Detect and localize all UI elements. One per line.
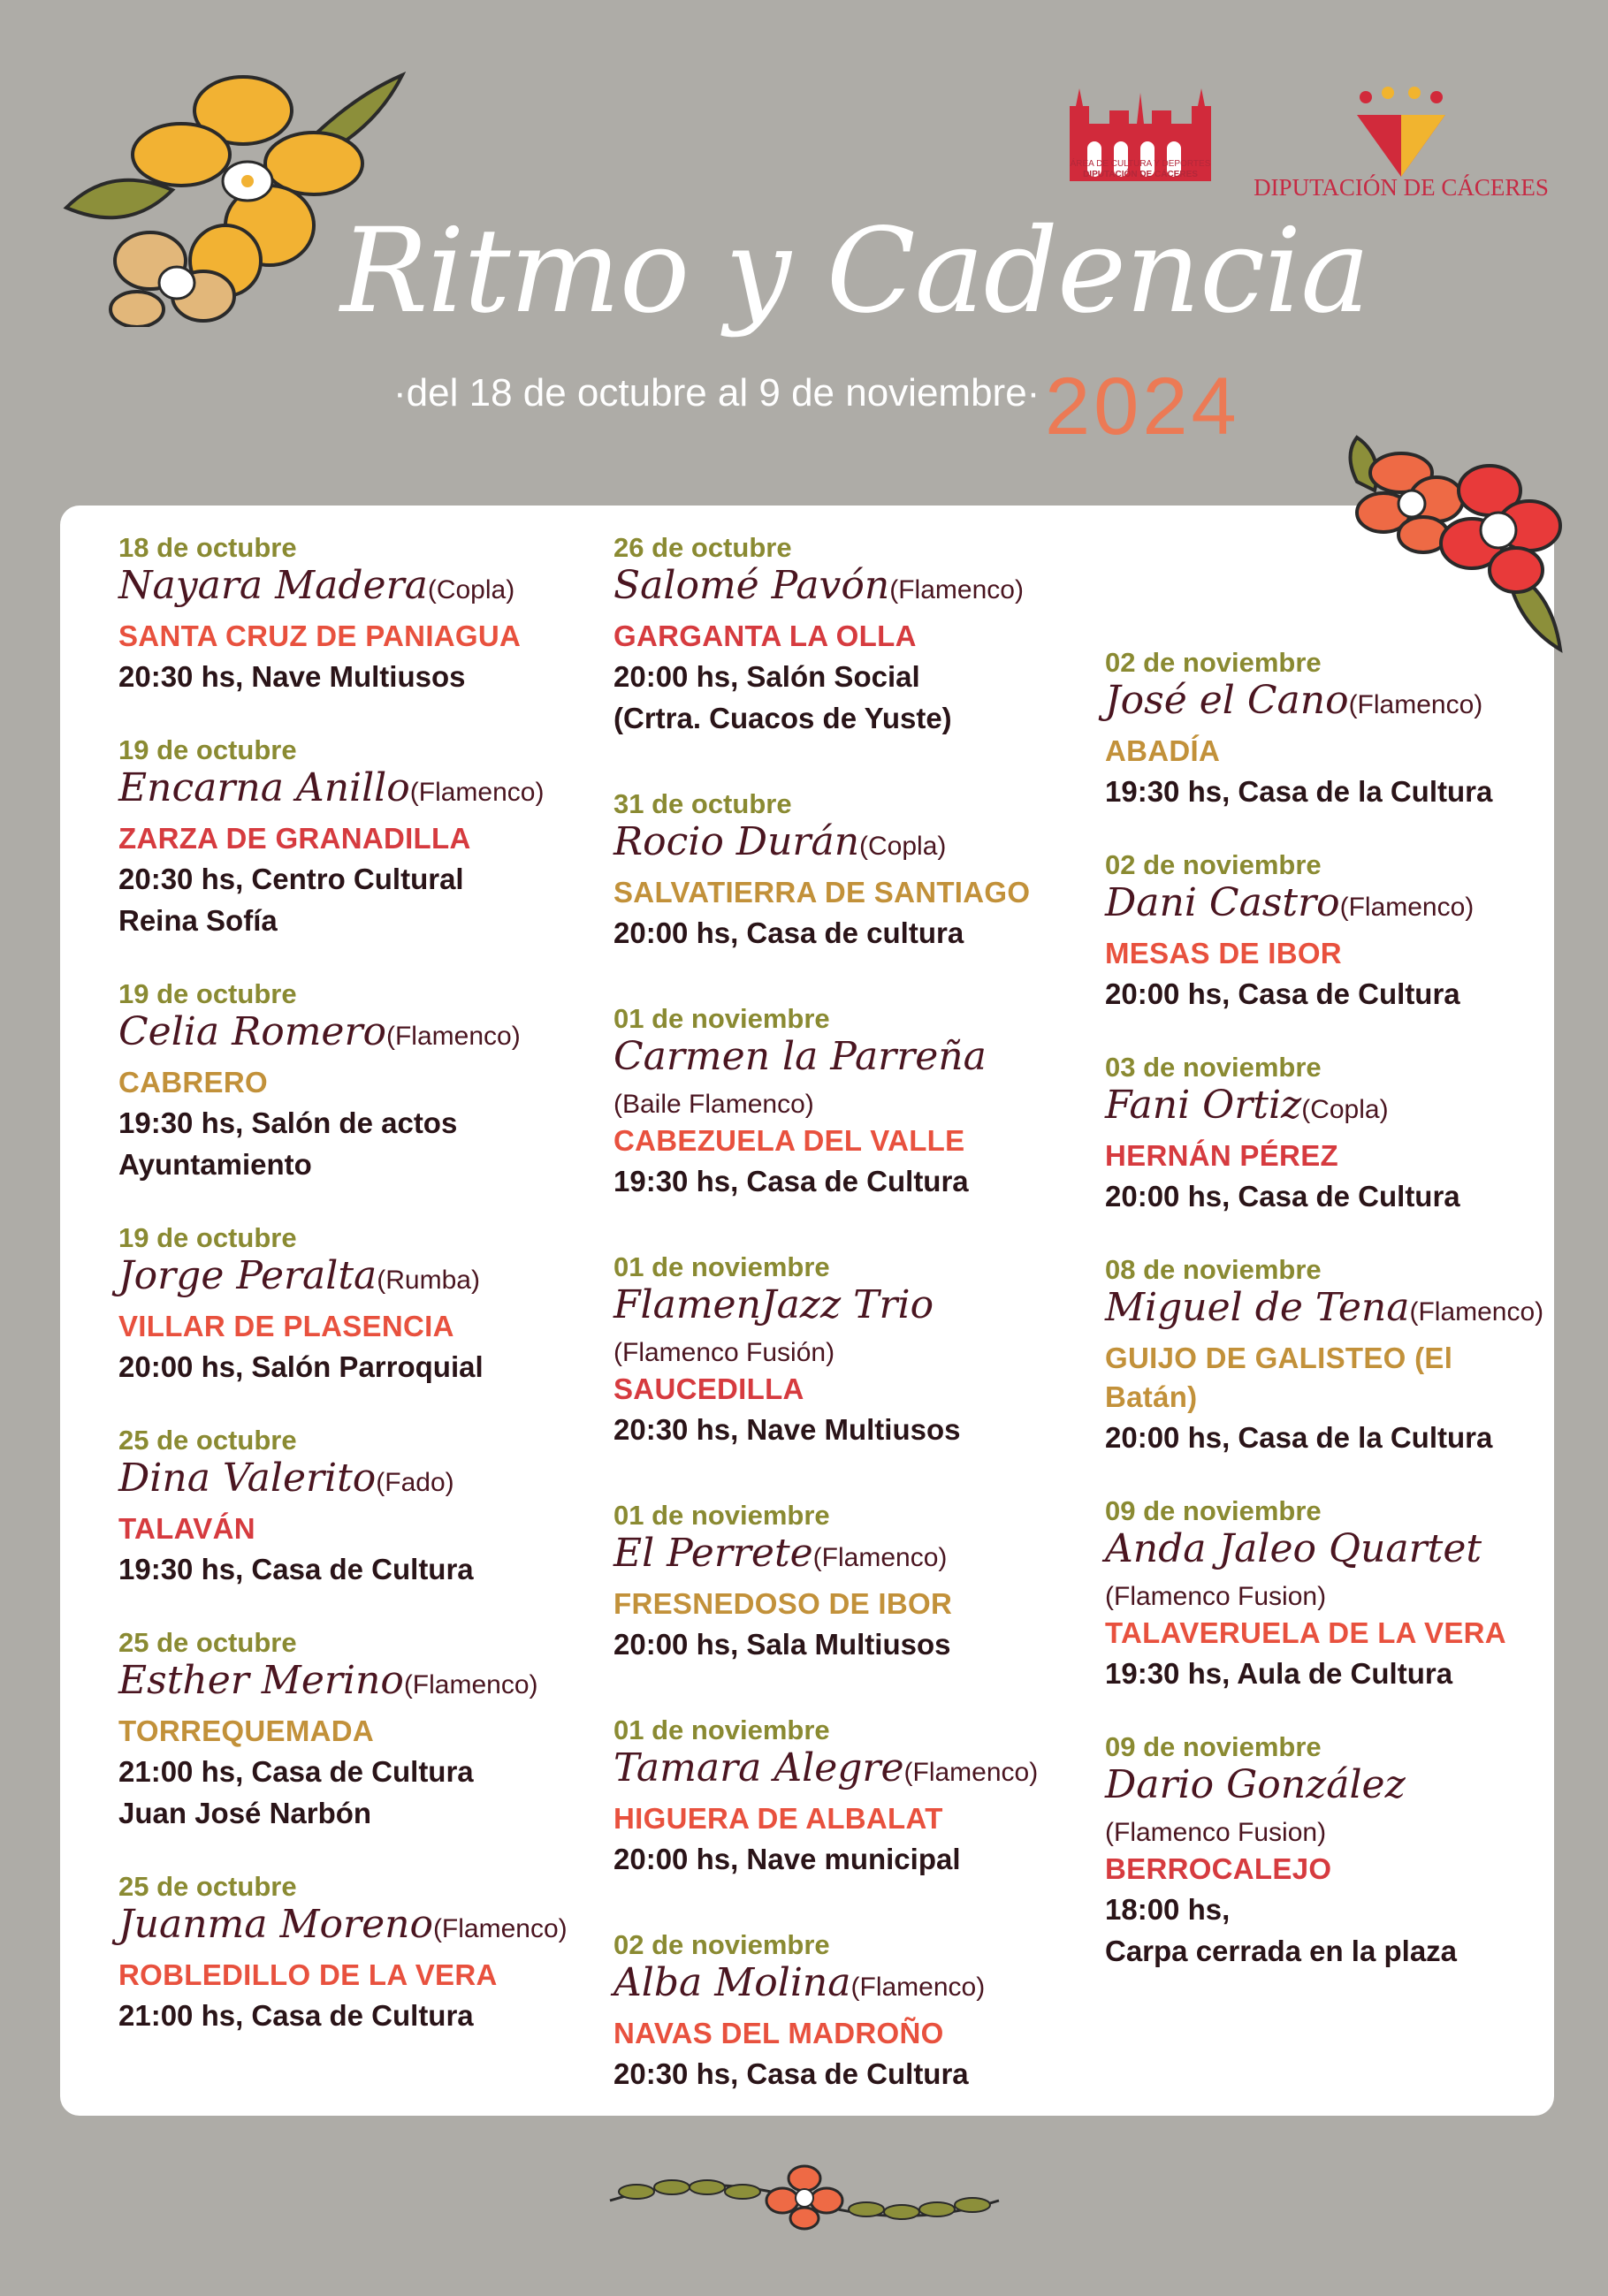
date-range-subtitle: ·del 18 de octubre al 9 de noviembre·	[393, 371, 1040, 414]
event-item	[613, 1003, 1073, 1202]
event-info: 18:00 hs,	[1105, 1893, 1231, 1926]
event-artist-line	[118, 1456, 578, 1509]
event-artist: Encarna Anillo	[118, 765, 410, 810]
event-genre: (Flamenco)	[1348, 690, 1483, 719]
event-artist-line	[118, 564, 578, 617]
event-place: MESAS DE IBOR	[1105, 937, 1342, 969]
event-place: GUIJO DE GALISTEO (El Batán)	[1105, 1342, 1453, 1413]
event-place: VILLAR DE PLASENCIA	[118, 1310, 454, 1342]
event-date: 26 de octubre	[613, 532, 792, 563]
event-genre: (Fado)	[376, 1468, 454, 1497]
event-genre: (Baile Flamenco)	[613, 1090, 814, 1119]
event-item	[118, 1222, 578, 1387]
event-info: 20:00 hs, Nave municipal	[613, 1843, 961, 1875]
event-genre: (Flamenco)	[385, 1022, 521, 1051]
event-place: BERROCALEJO	[1105, 1852, 1332, 1885]
cultura-logo-line1: ÁREA DE CULTURA Y DEPORTES	[1070, 159, 1211, 169]
event-date: 25 de octubre	[118, 1425, 297, 1456]
event-date: 25 de octubre	[118, 1871, 297, 1902]
event-place: SANTA CRUZ DE PANIAGUA	[118, 620, 522, 652]
event-artist: Dario González	[1105, 1762, 1406, 1807]
cultura-logo-line2: DIPUTACIÓN DE CÁCERES	[1083, 170, 1198, 179]
vine-decoration-bottom	[601, 2152, 1008, 2231]
event-date: 09 de noviembre	[1105, 1731, 1322, 1762]
cultura-logo-icon	[1061, 62, 1220, 212]
event-info: 20:30 hs, Nave Multiusos	[118, 660, 466, 693]
event-genre: (Flamenco)	[889, 575, 1024, 604]
event-artist: Fani Ortiz	[1105, 1083, 1302, 1128]
event-item	[613, 1500, 1073, 1665]
event-artist: Carmen la Parreña	[613, 1034, 987, 1079]
event-info: 20:30 hs, Nave Multiusos	[613, 1413, 961, 1446]
event-artist: Nayara Madera	[118, 563, 428, 608]
year-label: 2024	[1045, 361, 1240, 452]
event-artist-line	[613, 1283, 1073, 1336]
event-artist: Salomé Pavón	[613, 563, 890, 608]
event-place: FRESNEDOSO DE IBOR	[613, 1587, 953, 1620]
event-artist-line	[613, 564, 1073, 617]
event-item	[118, 532, 578, 697]
program-card	[60, 506, 1554, 2116]
event-info: 20:30 hs, Casa de Cultura	[613, 2057, 969, 2090]
cultura-logo-text	[1061, 159, 1220, 180]
event-info: Carpa cerrada en la plaza	[1105, 1935, 1458, 1967]
event-info: 20:00 hs, Sala Multiusos	[613, 1628, 951, 1661]
event-artist-line	[613, 820, 1073, 873]
event-date: 01 de noviembre	[613, 1251, 830, 1282]
event-genre: (Copla)	[1301, 1095, 1389, 1124]
event-info: 20:00 hs, Casa de cultura	[613, 916, 964, 949]
event-genre: (Flamenco)	[850, 1973, 986, 2002]
event-info: 20:00 hs, Casa de Cultura	[1105, 1180, 1460, 1213]
event-item	[118, 978, 578, 1185]
event-info: 19:30 hs, Casa de Cultura	[118, 1553, 474, 1585]
event-artist-line	[1105, 1083, 1547, 1137]
event-item	[1105, 1495, 1547, 1694]
event-artist-line	[118, 1254, 578, 1307]
event-genre: (Flamenco)	[812, 1543, 948, 1572]
event-genre: (Flamenco)	[403, 1670, 538, 1699]
event-date: 02 de noviembre	[1105, 647, 1322, 678]
event-artist: Miguel de Tena	[1105, 1285, 1410, 1330]
event-info: 20:30 hs, Centro Cultural	[118, 863, 464, 895]
event-artist-line	[1105, 881, 1547, 934]
event-info: 19:30 hs, Salón de actos	[118, 1106, 458, 1139]
event-info: Reina Sofía	[118, 904, 278, 937]
event-artist: Tamara Alegre	[613, 1745, 904, 1790]
program-column-3	[1105, 647, 1547, 1972]
event-item	[1105, 1731, 1547, 1972]
event-place: NAVAS DEL MADROÑO	[613, 2017, 944, 2049]
event-date: 08 de noviembre	[1105, 1254, 1322, 1285]
event-item	[613, 1251, 1073, 1450]
event-place: CABRERO	[118, 1066, 268, 1099]
event-artist: Dani Castro	[1105, 880, 1340, 925]
event-place: TORREQUEMADA	[118, 1714, 374, 1747]
event-item	[118, 734, 578, 941]
event-date: 02 de noviembre	[1105, 849, 1322, 880]
event-date: 09 de noviembre	[1105, 1495, 1322, 1526]
program-column-2	[613, 532, 1073, 2095]
event-info: 20:00 hs, Casa de la Cultura	[1105, 1421, 1493, 1454]
event-date: 01 de noviembre	[613, 1714, 830, 1745]
diputacion-logo-text: DIPUTACIÓN DE CÁCERES	[1254, 174, 1549, 201]
event-artist-line	[1105, 1286, 1547, 1339]
event-info: 21:00 hs, Casa de Cultura	[118, 1999, 474, 2032]
event-genre: (Flamenco Fusion)	[1105, 1818, 1327, 1847]
event-genre: (Flamenco)	[1409, 1297, 1544, 1327]
event-info: 19:30 hs, Casa de la Cultura	[1105, 775, 1493, 808]
event-date: 31 de octubre	[613, 788, 792, 819]
event-place: SAUCEDILLA	[613, 1372, 804, 1405]
event-artist-line	[613, 1532, 1073, 1585]
event-place: SALVATIERRA DE SANTIAGO	[613, 876, 1031, 909]
event-artist-line	[1105, 679, 1547, 732]
event-place: HIGUERA DE ALBALAT	[613, 1802, 943, 1835]
event-info: Juan José Narbón	[118, 1797, 372, 1829]
event-artist: Rocio Durán	[613, 819, 860, 864]
event-info: 20:00 hs, Salón Parroquial	[118, 1350, 484, 1383]
event-place: ABADÍA	[1105, 734, 1221, 767]
event-item	[613, 1929, 1073, 2095]
event-artist-line	[118, 1010, 578, 1063]
event-artist: Jorge Peralta	[118, 1253, 377, 1298]
event-genre: (Flamenco Fusión)	[613, 1338, 835, 1367]
event-info: 21:00 hs, Casa de Cultura	[118, 1755, 474, 1788]
event-artist-line	[118, 1903, 578, 1956]
event-place: ROBLEDILLO DE LA VERA	[118, 1958, 498, 1991]
event-artist: Dina Valerito	[118, 1456, 377, 1501]
event-genre: (Flamenco)	[903, 1758, 1039, 1787]
event-place: TALAVERUELA DE LA VERA	[1105, 1616, 1506, 1649]
event-place: GARGANTA LA OLLA	[613, 620, 917, 652]
event-artist-line	[118, 1659, 578, 1712]
event-artist: Esther Merino	[118, 1658, 404, 1703]
event-item	[613, 532, 1073, 739]
event-artist-line	[613, 1746, 1073, 1799]
event-artist: Anda Jaleo Quartet	[1105, 1526, 1482, 1571]
event-info: 19:30 hs, Aula de Cultura	[1105, 1657, 1453, 1690]
event-place: HERNÁN PÉREZ	[1105, 1139, 1338, 1172]
event-date: 19 de octubre	[118, 1222, 297, 1253]
event-genre: (Copla)	[427, 575, 515, 604]
event-date: 18 de octubre	[118, 532, 297, 563]
event-place: ZARZA DE GRANADILLA	[118, 822, 471, 855]
event-artist-line	[613, 1961, 1073, 2014]
event-info: Ayuntamiento	[118, 1148, 312, 1181]
event-artist: Juanma Moreno	[118, 1902, 433, 1947]
diputacion-logo-icon	[1348, 84, 1454, 181]
event-artist-line	[613, 1035, 1073, 1088]
event-item	[1105, 1254, 1547, 1458]
event-artist: Alba Molina	[613, 1960, 851, 2005]
event-info: (Crtra. Cuacos de Yuste)	[613, 702, 952, 734]
event-info: 19:30 hs, Casa de Cultura	[613, 1165, 969, 1197]
event-item	[1105, 1052, 1547, 1217]
event-item	[118, 1627, 578, 1834]
event-genre: (Copla)	[859, 832, 947, 861]
event-artist-line	[118, 766, 578, 819]
event-date: 25 de octubre	[118, 1627, 297, 1658]
event-place: CABEZUELA DEL VALLE	[613, 1124, 965, 1157]
event-date: 01 de noviembre	[613, 1500, 830, 1531]
event-item	[118, 1425, 578, 1590]
event-date: 03 de noviembre	[1105, 1052, 1322, 1083]
event-date: 02 de noviembre	[613, 1929, 830, 1960]
event-artist: Celia Romero	[118, 1009, 386, 1054]
event-item	[118, 1871, 578, 2036]
event-item	[613, 788, 1073, 954]
event-date: 01 de noviembre	[613, 1003, 830, 1034]
event-date: 19 de octubre	[118, 978, 297, 1009]
event-artist: El Perrete	[613, 1531, 813, 1576]
event-item	[613, 1714, 1073, 1880]
event-artist-line	[1105, 1527, 1547, 1580]
event-genre: (Flamenco)	[432, 1914, 568, 1943]
event-artist-line	[1105, 1763, 1547, 1816]
event-genre: (Flamenco)	[1339, 893, 1475, 922]
event-artist: FlamenJazz Trio	[613, 1282, 934, 1327]
event-artist: José el Cano	[1105, 678, 1349, 723]
event-info: 20:00 hs, Salón Social	[613, 660, 920, 693]
event-genre: (Rumba)	[377, 1266, 480, 1295]
event-genre: (Flamenco Fusion)	[1105, 1582, 1327, 1611]
event-date: 19 de octubre	[118, 734, 297, 765]
event-item	[1105, 849, 1547, 1015]
flowers-decoration-right	[1339, 429, 1578, 667]
event-info: 20:00 hs, Casa de Cultura	[1105, 977, 1460, 1010]
page-title: Ritmo y Cadencia	[340, 203, 1369, 339]
program-column-1	[118, 532, 578, 2036]
event-place: TALAVÁN	[118, 1512, 255, 1545]
event-genre: (Flamenco)	[409, 778, 545, 807]
event-item	[1105, 647, 1547, 812]
